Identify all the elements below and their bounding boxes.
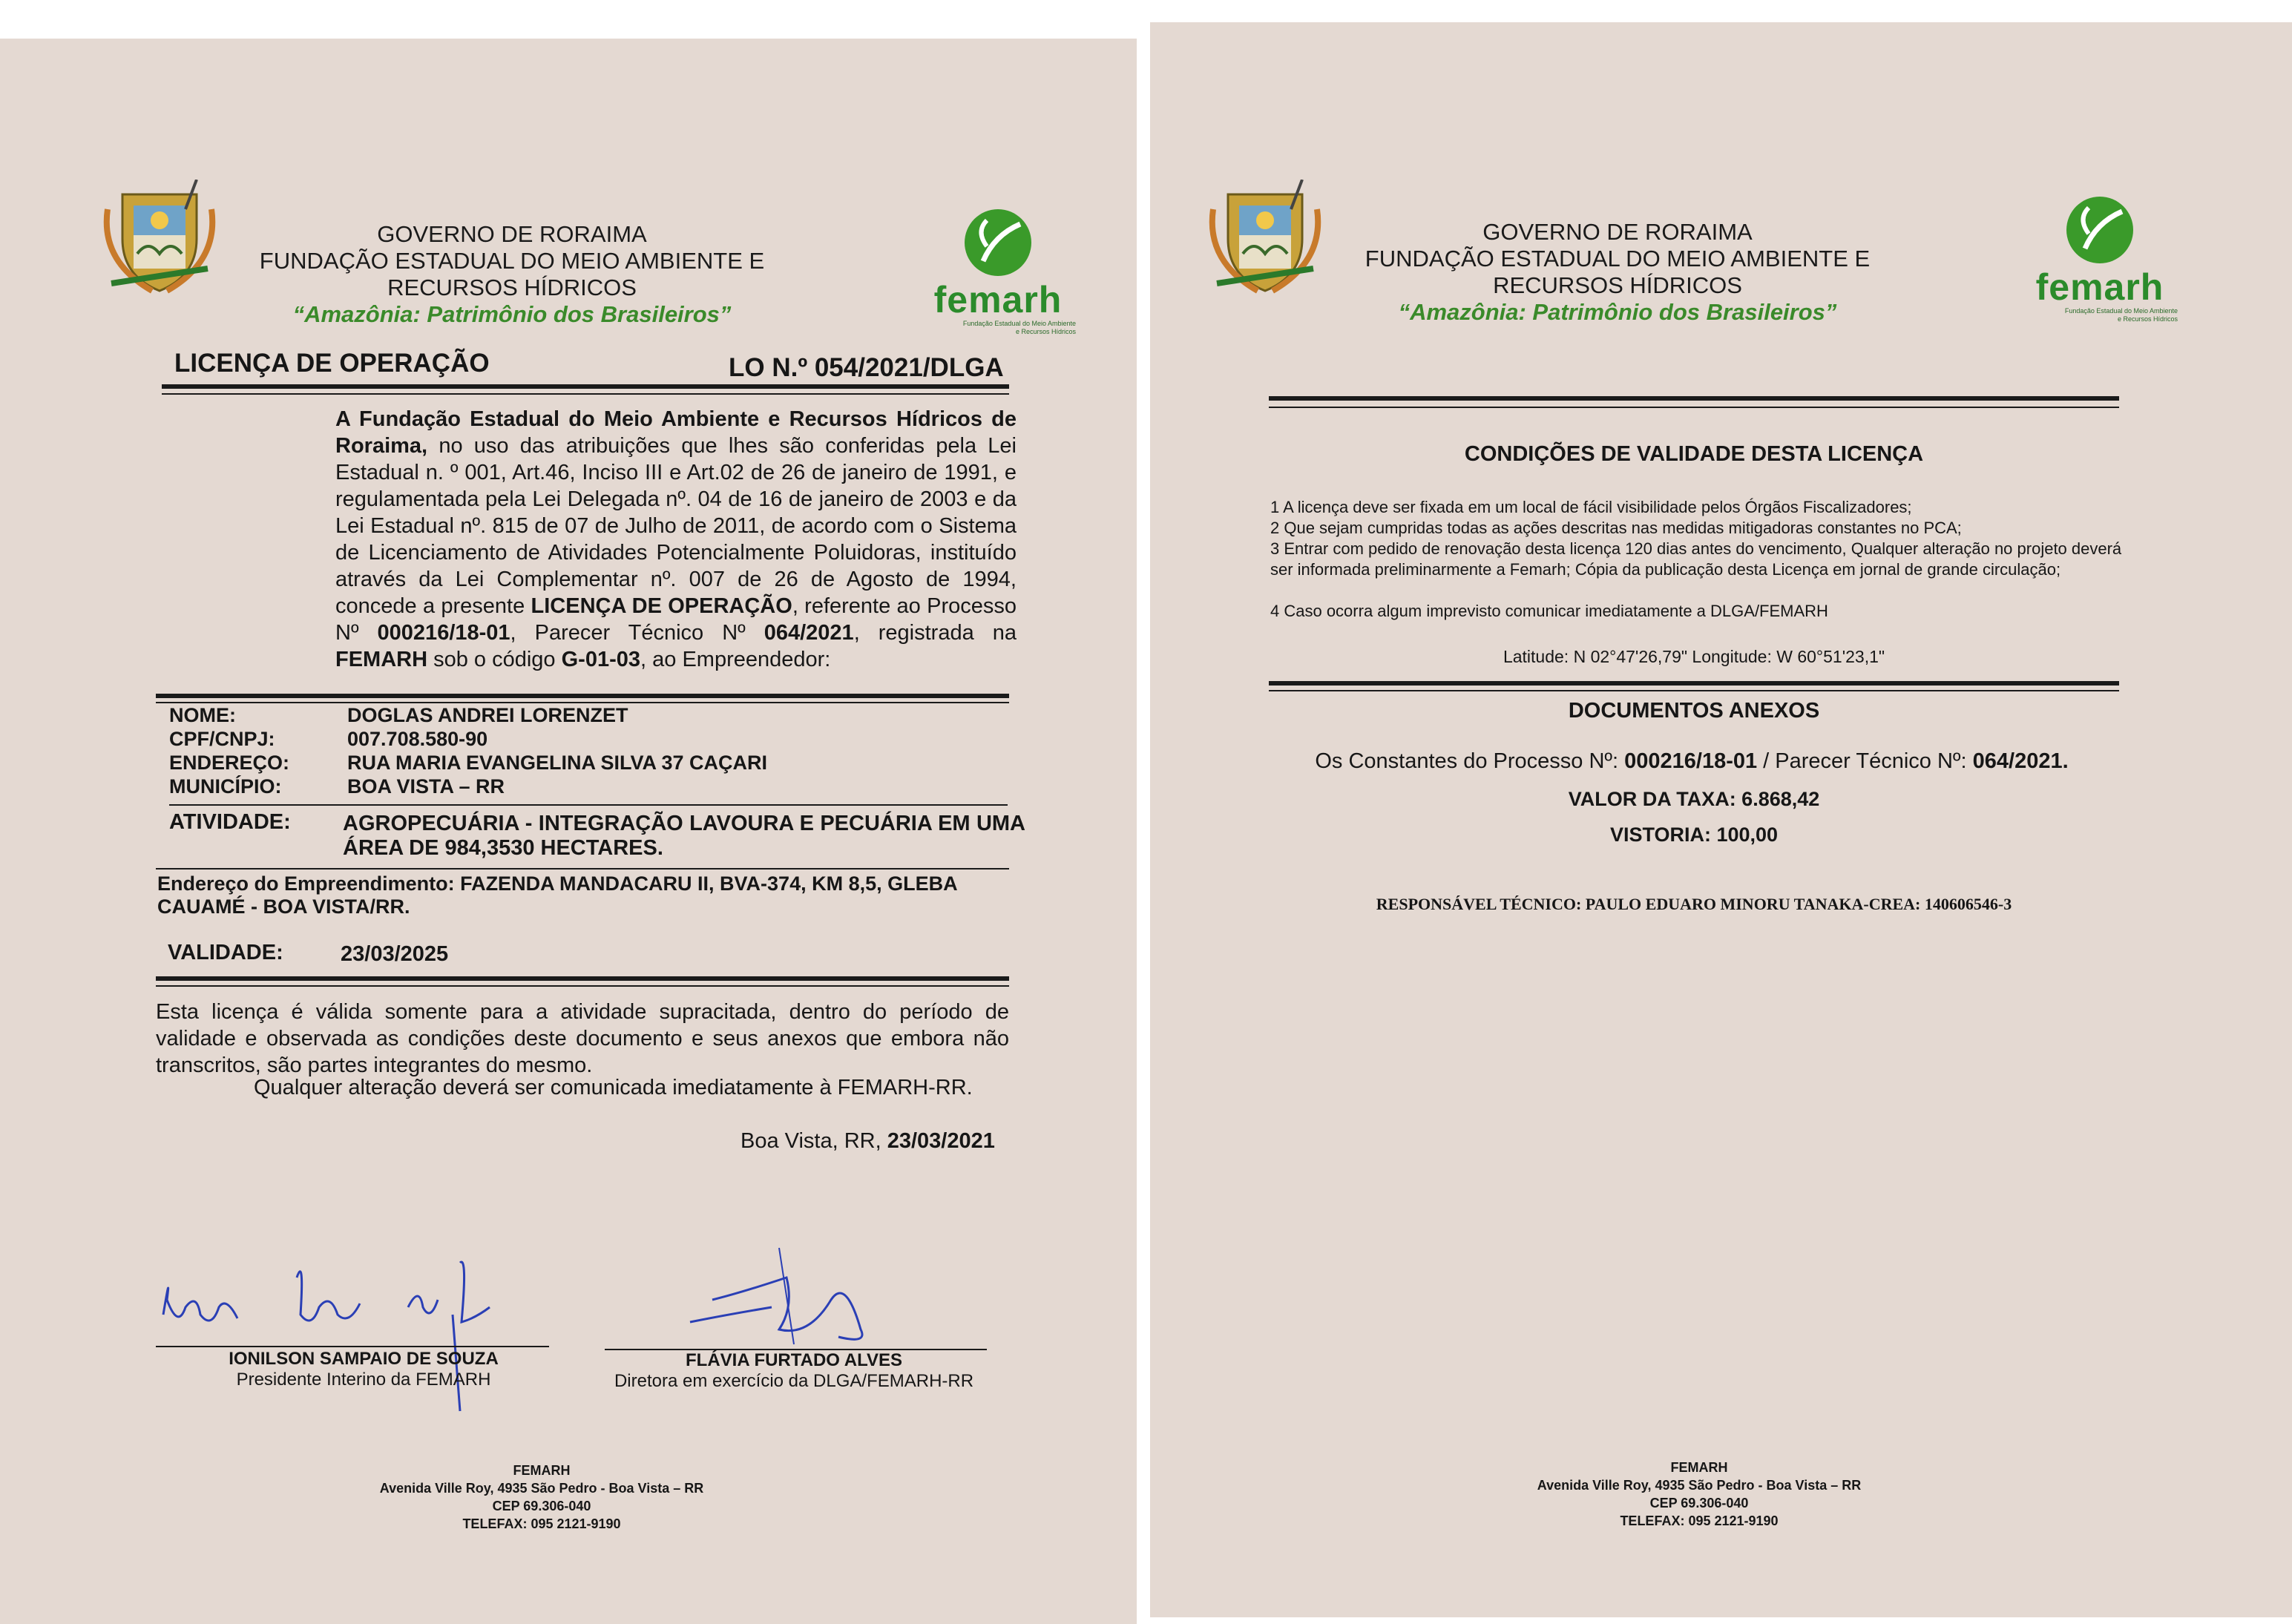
license-number: LO N.º 054/2021/DLGA — [729, 353, 1004, 382]
rule — [156, 985, 1009, 987]
license-title: LICENÇA DE OPERAÇÃO — [174, 349, 490, 378]
femarh-logo — [920, 206, 1076, 354]
field-label: CPF/CNPJ: — [169, 728, 275, 750]
leaf-logo-icon — [953, 206, 1042, 280]
condition-3: 3 Entrar com pedido de renovação desta licença 120 dias antes do vencimento, Qualquer alteração no projeto deverá ser informada preliminarmente a Femarh; Cópia da publicação desta Licença em jornal de grande circulação; — [1270, 539, 2122, 579]
annexes-title: DOCUMENTOS ANEXOS — [1568, 699, 1820, 723]
rule — [1269, 690, 2119, 691]
field-value: BOA VISTA – RR — [347, 775, 505, 798]
logo-sub1: Fundação Estadual do Meio Ambiente — [2064, 307, 2178, 315]
rule — [1269, 396, 2119, 401]
field-value: DOGLAS ANDREI LORENZET — [347, 704, 628, 726]
intro-text-6: , ao Empreendedor: — [640, 648, 831, 671]
header-government: GOVERNO DE RORAIMA — [377, 221, 647, 247]
logo-sub2: e Recursos Hídricos — [1015, 328, 1076, 335]
license-page-back — [1150, 22, 2292, 1617]
logo-sub1: Fundação Estadual do Meio Ambiente — [962, 320, 1076, 327]
rule — [169, 804, 1008, 806]
validity-label: VALIDADE: — [168, 941, 283, 964]
field-label: MUNICÍPIO: — [169, 775, 282, 798]
header-block — [245, 221, 779, 328]
header-resources: RECURSOS HÍDRICOS — [1493, 272, 1742, 298]
header-block — [1350, 219, 1885, 326]
address-label: Endereço do Empreendimento: — [157, 872, 455, 895]
annex-mid: / Parecer Técnico Nº: — [1757, 749, 1973, 773]
logo-word: femarh — [2035, 266, 2164, 308]
condition-1: 1 A licença deve ser fixada em um local de fácil visibilidade pelos Órgãos Fiscalizadores; — [1270, 498, 1912, 516]
header-slogan: “Amazônia: Patrimônio dos Brasileiros” — [1398, 299, 1837, 325]
director-name: FLÁVIA FURTADO ALVES — [686, 1350, 902, 1370]
inspection-value: VISTORIA: 100,00 — [1609, 823, 1779, 846]
annexes-process — [1239, 749, 2144, 774]
footer-phone: TELEFAX: 095 2121-9190 — [1620, 1513, 1779, 1528]
annex-process-number: 000216/18-01 — [1624, 749, 1758, 773]
rule — [1269, 407, 2119, 408]
signature-line — [156, 1346, 549, 1347]
validity-note: Esta licença é válida somente para a atividade supracitada, dentro do período de validade e observada as condições deste documento e seus anexos que embora não transcritos, são partes integrantes do mesmo. — [156, 1000, 1009, 1077]
footer-org: FEMARH — [513, 1463, 571, 1478]
footer-address — [1477, 1459, 1922, 1530]
footer-street: Avenida Ville Roy, 4935 São Pedro - Boa Vista – RR — [379, 1481, 704, 1496]
president-role: Presidente Interino da FEMARH — [236, 1370, 491, 1390]
enterprise-address — [157, 872, 1009, 918]
condition-2: 2 Que sejam cumpridas todas as ações descritas nas medidas mitigadoras constantes no PCA; — [1270, 519, 1962, 537]
intro-text-5: sob o código — [427, 648, 562, 671]
intro-foundation: A Fundação Estadual do Meio Ambiente e Recursos Hídricos de Roraima, — [335, 407, 1017, 458]
license-intro — [335, 406, 1017, 673]
field-value: RUA MARIA EVANGELINA SILVA 37 CAÇARI — [347, 752, 768, 774]
header-slogan: “Amazônia: Patrimônio dos Brasileiros” — [292, 301, 732, 327]
signature-director-icon — [683, 1233, 905, 1359]
director-role: Diretora em exercício da DLGA/FEMARH-RR — [614, 1371, 974, 1391]
rule — [156, 694, 1009, 698]
header-resources: RECURSOS HÍDRICOS — [387, 274, 637, 300]
condition-4: 4 Caso ocorra algum imprevisto comunicar imediatamente a DLGA/FEMARH — [1270, 602, 1828, 620]
intro-report: 064/2021 — [764, 621, 854, 645]
footer-address — [319, 1462, 764, 1533]
header-government: GOVERNO DE RORAIMA — [1482, 219, 1753, 245]
leaf-logo-icon — [2055, 193, 2144, 267]
intro-code: G-01-03 — [561, 648, 641, 671]
logo-sub2: e Recursos Hídricos — [2117, 315, 2178, 323]
annex-pre: Os Constantes do Processo Nº: — [1315, 749, 1625, 773]
rule — [156, 976, 1009, 981]
annex-report-number: 064/2021. — [1972, 749, 2069, 773]
footer-cep: CEP 69.306-040 — [1649, 1496, 1749, 1510]
place-date — [741, 1129, 995, 1154]
roraima-coat-of-arms-icon — [100, 180, 219, 298]
intro-license: LICENÇA DE OPERAÇÃO — [531, 594, 792, 618]
intro-text-3: , Parecer Técnico Nº — [510, 621, 764, 645]
intro-text-2: , referente ao Processo Nº — [335, 594, 1017, 645]
rule — [1269, 681, 2119, 686]
intro-text-4: , registrada na — [853, 621, 1017, 645]
change-note: Qualquer alteração deverá ser comunicada imediatamente à FEMARH-RR. — [254, 1076, 973, 1099]
address-value: FAZENDA MANDACARU II, BVA-374, KM 8,5, GLEBA CAUAMÉ - BOA VISTA/RR. — [157, 872, 957, 918]
rule — [162, 393, 1009, 395]
fee-value: VALOR DA TAXA: 6.868,42 — [1568, 788, 1820, 810]
place: Boa Vista, RR, — [741, 1129, 887, 1153]
activity-label: ATIVIDADE: — [169, 810, 291, 834]
femarh-logo — [2022, 193, 2178, 341]
conditions-title: CONDIÇÕES DE VALIDADE DESTA LICENÇA — [1464, 442, 1924, 466]
header-foundation: FUNDAÇÃO ESTADUAL DO MEIO AMBIENTE E — [1365, 246, 1871, 272]
header-foundation: FUNDAÇÃO ESTADUAL DO MEIO AMBIENTE E — [259, 248, 765, 274]
footer-phone: TELEFAX: 095 2121-9190 — [462, 1516, 621, 1531]
rule — [162, 384, 1009, 389]
roraima-coat-of-arms-icon — [1206, 180, 1324, 298]
issue-date: 23/03/2021 — [887, 1129, 995, 1153]
footer-cep: CEP 69.306-040 — [492, 1499, 591, 1513]
president-name: IONILSON SAMPAIO DE SOUZA — [229, 1349, 499, 1369]
validity-value: 23/03/2025 — [341, 942, 449, 966]
rule — [156, 868, 1009, 869]
footer-street: Avenida Ville Roy, 4935 São Pedro - Boa Vista – RR — [1537, 1478, 1862, 1493]
intro-text-1: no uso das atribuições que lhes são conferidas pela Lei Estadual n. º 001, Art.46, Inciso III e Art.02 de 26 de janeiro de 1991, e regulamentada pela Lei Delegada nº. 04 de 16 de janeiro de 2003 e da Lei Estadual nº. 815 de 07 de Julho de 2011, de acordo com o Sistema de Licenciamento de Atividades Potencialmente Poluidoras, instituído através da Lei Complementar nº. 007 de 26 de Agosto de 1994, concede a presente — [335, 434, 1017, 618]
logo-word: femarh — [933, 279, 1063, 320]
activity-value: AGROPECUÁRIA - INTEGRAÇÃO LAVOURA E PECUÁRIA EM UMA ÁREA DE 984,3530 HECTARES. — [343, 812, 1025, 860]
license-page-front — [0, 39, 1137, 1624]
technical-responsible: RESPONSÁVEL TÉCNICO: PAULO EDUARO MINORU TANAKA-CREA: 140606546-3 — [1376, 895, 2012, 913]
footer-org: FEMARH — [1670, 1460, 1728, 1475]
intro-femarh: FEMARH — [335, 648, 428, 671]
field-label: ENDEREÇO: — [169, 752, 290, 774]
coordinates: Latitude: N 02°47'26,79" Longitude: W 60°51'23,1" — [1503, 647, 1885, 666]
field-value: 007.708.580-90 — [347, 728, 488, 750]
field-label: NOME: — [169, 704, 236, 726]
intro-process: 000216/18-01 — [377, 621, 510, 645]
